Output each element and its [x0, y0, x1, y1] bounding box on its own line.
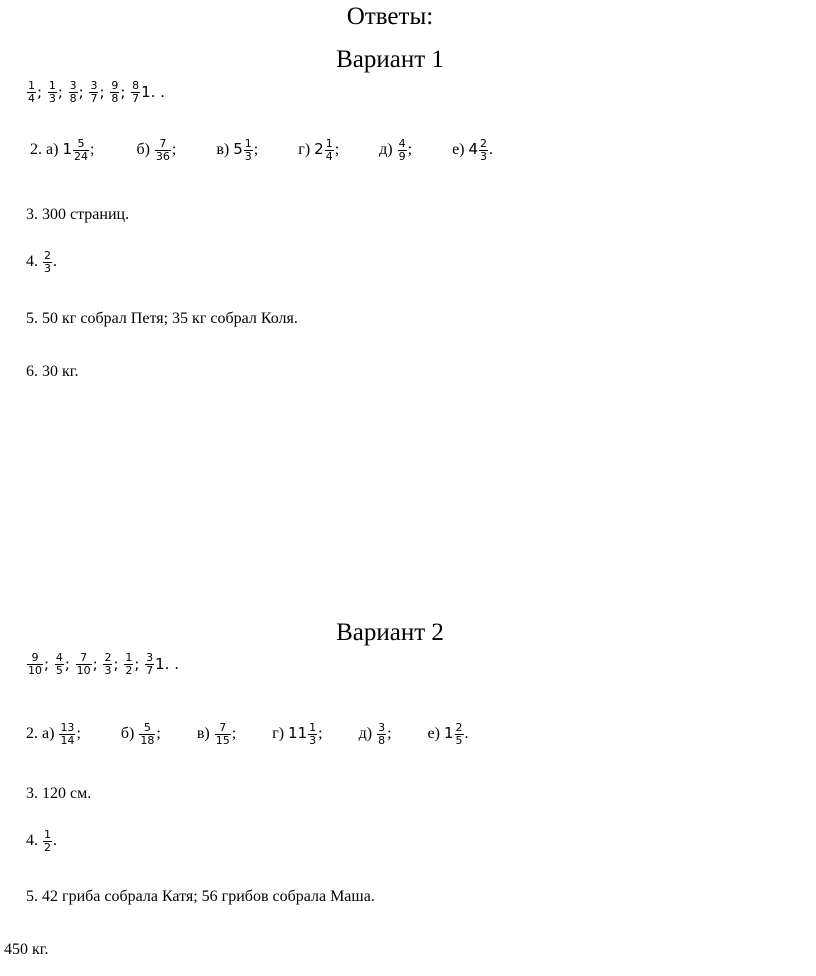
- fraction-denominator: 8: [111, 92, 119, 105]
- variant2-task3: 3. 120 см.: [26, 785, 92, 802]
- fraction-denominator: 9: [398, 150, 406, 163]
- fraction-numerator: 9: [31, 651, 39, 664]
- whole-part: 1: [62, 140, 72, 159]
- variant1-task1: [26, 80, 165, 105]
- fraction: [48, 80, 57, 105]
- fraction-denominator: 2: [125, 664, 133, 677]
- fraction-numerator: 5: [77, 137, 85, 150]
- fraction: [76, 652, 92, 677]
- fraction-numerator: 2: [480, 137, 488, 150]
- answer-label: д): [358, 725, 377, 743]
- fraction: [479, 138, 488, 163]
- fraction-numerator: 9: [111, 79, 119, 92]
- fraction: [398, 138, 407, 163]
- answer-item: [216, 138, 258, 163]
- answer-label: а): [46, 141, 63, 159]
- separator: ;: [92, 655, 103, 673]
- separator: ;: [78, 83, 89, 101]
- answer-item: [42, 722, 81, 747]
- answer-item: [379, 138, 412, 163]
- variant2-task1: [26, 652, 179, 677]
- separator: ;: [120, 83, 131, 101]
- fraction-denominator: 3: [309, 734, 317, 747]
- fraction-denominator: 14: [60, 734, 75, 747]
- separator: ;: [64, 655, 75, 673]
- fraction-numerator: 3: [69, 79, 77, 92]
- answer-label: д): [379, 141, 397, 159]
- fraction-numerator: 3: [146, 651, 154, 664]
- fraction: [325, 138, 334, 163]
- answer-item: [298, 138, 339, 163]
- fraction: [69, 80, 78, 105]
- fraction-numerator: 1: [125, 651, 133, 664]
- fraction-denominator: 3: [44, 262, 51, 275]
- answer-label: а): [42, 725, 59, 743]
- fraction: [455, 722, 464, 747]
- answer-end: ;: [387, 725, 392, 743]
- answer-end: ;: [89, 141, 95, 159]
- answer-item: [428, 722, 469, 747]
- answer-item: [452, 138, 493, 163]
- fraction-numerator: 1: [28, 79, 35, 92]
- fraction: [131, 80, 140, 105]
- fraction-numerator: 1: [48, 79, 56, 92]
- task-number: 2.: [30, 141, 46, 159]
- variant1-task4: [26, 250, 57, 275]
- fraction: [43, 250, 52, 275]
- fraction: [27, 652, 43, 677]
- fraction-denominator: 36: [155, 150, 170, 163]
- separator: ;: [44, 655, 54, 673]
- task-number: 2.: [26, 725, 42, 743]
- variant1-task2: [30, 138, 493, 163]
- variant2-task5: 5. 42 гриба собрала Катя; 56 грибов собрала Маша.: [26, 888, 375, 905]
- variant2-task2: [26, 722, 469, 747]
- separator: ;: [134, 655, 145, 673]
- fraction-numerator: 1: [244, 137, 252, 150]
- answer-end: ;: [334, 141, 340, 159]
- answer-label: г): [272, 725, 289, 743]
- variant1-heading: Вариант 1: [336, 46, 444, 73]
- fraction-numerator: 1: [325, 137, 333, 150]
- variant1-task5: 5. 50 кг собрал Петя; 35 кг собрал Коля.: [26, 310, 298, 327]
- answer-label: б): [136, 141, 154, 159]
- fraction: [27, 80, 36, 105]
- answer-label: в): [216, 141, 234, 159]
- answer-end: .: [53, 253, 57, 271]
- fraction: [43, 829, 52, 854]
- separator: ;: [57, 83, 68, 101]
- fraction-denominator: 18: [140, 734, 155, 747]
- fraction-numerator: 4: [55, 651, 63, 664]
- answer-item: [359, 722, 392, 747]
- fraction: [55, 652, 64, 677]
- fraction: [244, 138, 253, 163]
- answer-end: ;: [318, 725, 323, 743]
- fraction-denominator: 10: [28, 664, 42, 677]
- fraction: [103, 652, 112, 677]
- whole-part: 4: [468, 140, 479, 159]
- fraction-denominator: 5: [455, 734, 463, 747]
- fraction-denominator: 4: [28, 92, 35, 105]
- answer-end: .: [464, 725, 469, 743]
- fraction-denominator: 7: [90, 92, 98, 105]
- fraction-denominator: 5: [55, 664, 63, 677]
- fraction-numerator: 7: [80, 651, 88, 664]
- separator: ;: [99, 83, 110, 101]
- answer-label: г): [298, 141, 315, 159]
- answer-item: [46, 138, 94, 163]
- fraction-numerator: 3: [90, 79, 98, 92]
- task-number: 4.: [26, 253, 42, 271]
- answer-label: е): [427, 725, 444, 743]
- fraction-denominator: 7: [132, 92, 140, 105]
- separator: ;: [37, 83, 47, 101]
- task-number: 4.: [26, 832, 42, 850]
- fraction: [308, 722, 317, 747]
- whole-part: 2: [314, 140, 324, 159]
- fraction: [124, 652, 133, 677]
- fraction-numerator: 2: [455, 721, 463, 734]
- fraction-numerator: 1: [309, 721, 317, 734]
- answer-label: в): [196, 725, 214, 743]
- fraction-denominator: 3: [244, 150, 252, 163]
- answer-end: ;: [253, 141, 259, 159]
- fraction: [215, 722, 231, 747]
- fraction-numerator: 5: [143, 721, 151, 734]
- fraction-denominator: 3: [480, 150, 488, 163]
- task1-tail: 1. .: [141, 83, 165, 101]
- fraction-numerator: 7: [159, 137, 167, 150]
- answer-item: [136, 138, 176, 163]
- answer-item: [197, 722, 236, 747]
- fraction-denominator: 8: [69, 92, 77, 105]
- variant2-task6: 450 кг.: [4, 941, 49, 958]
- answer-end: ;: [156, 725, 161, 743]
- variant1-task6: 6. 30 кг.: [26, 363, 79, 380]
- fraction-denominator: 3: [48, 92, 56, 105]
- fraction-numerator: 13: [60, 721, 75, 734]
- fraction-denominator: 15: [215, 734, 230, 747]
- answer-end: ;: [231, 725, 237, 743]
- fraction-numerator: 7: [219, 721, 227, 734]
- fraction: [73, 138, 89, 163]
- answer-end: ;: [171, 141, 177, 159]
- fraction: [377, 722, 386, 747]
- variant2-task4: [26, 829, 57, 854]
- answer-end: ;: [407, 141, 413, 159]
- whole-part: 11: [288, 724, 308, 743]
- whole-part: 5: [233, 140, 243, 159]
- fraction-numerator: 2: [104, 651, 112, 664]
- separator: ;: [113, 655, 124, 673]
- fraction-denominator: 7: [146, 664, 154, 677]
- whole-part: 1: [443, 724, 454, 743]
- fraction-denominator: 8: [378, 734, 386, 747]
- fraction: [89, 80, 98, 105]
- fraction-numerator: 3: [378, 721, 386, 734]
- answer-end: .: [489, 141, 494, 159]
- fraction: [110, 80, 119, 105]
- fraction-numerator: 8: [132, 79, 140, 92]
- answer-item: [272, 722, 322, 747]
- fraction: [139, 722, 155, 747]
- fraction-denominator: 3: [104, 664, 112, 677]
- variant1-task3: 3. 300 страниц.: [26, 206, 130, 223]
- fraction: [59, 722, 75, 747]
- variant2-heading: Вариант 2: [336, 619, 444, 646]
- fraction-numerator: 2: [44, 249, 51, 262]
- fraction-denominator: 4: [325, 150, 333, 163]
- fraction-numerator: 4: [398, 137, 406, 150]
- answer-end: .: [53, 832, 57, 850]
- fraction: [155, 138, 171, 163]
- fraction-denominator: 24: [73, 150, 88, 163]
- fraction: [145, 652, 154, 677]
- answer-item: [121, 722, 161, 747]
- answer-label: б): [120, 725, 139, 743]
- fraction-numerator: 1: [44, 828, 51, 841]
- fraction-denominator: 10: [76, 664, 91, 677]
- task1-tail: 1. .: [155, 655, 179, 673]
- fraction-denominator: 2: [44, 841, 51, 854]
- answer-end: ;: [76, 725, 81, 743]
- page-title: Ответы:: [346, 3, 434, 30]
- answer-label: е): [452, 141, 469, 159]
